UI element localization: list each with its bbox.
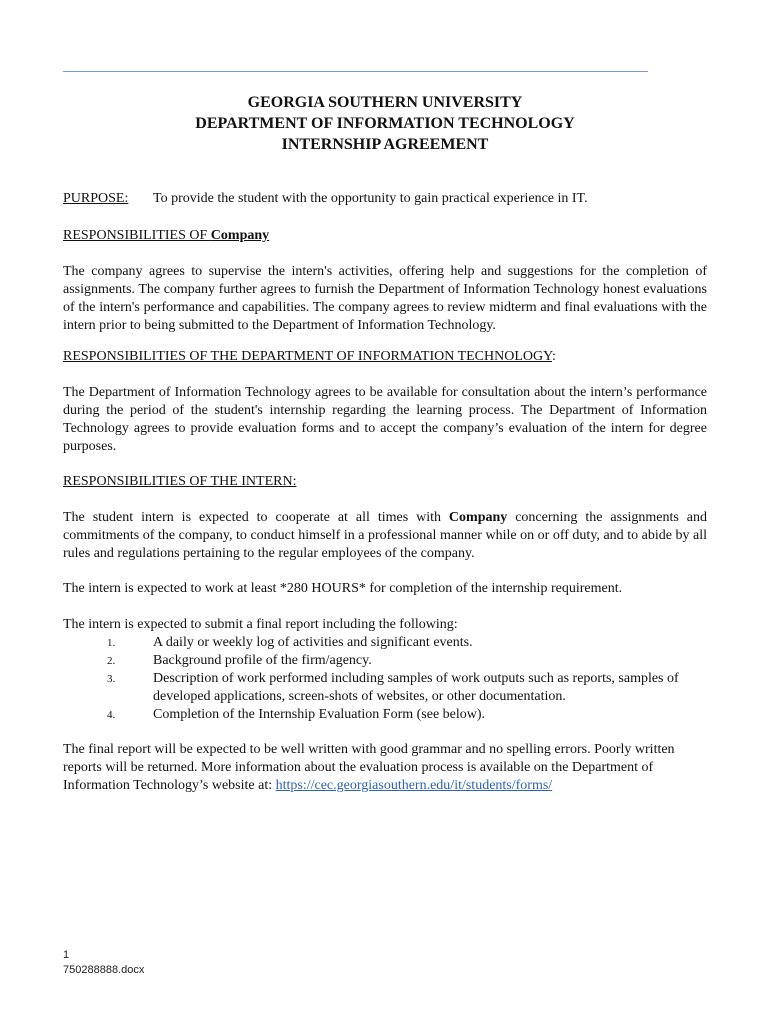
file-name: 750288888.docx (63, 964, 145, 976)
intern-section-heading (63, 473, 707, 491)
department-section-body: The Department of Information Technology agrees to be available for consultation about the intern’s performance during the period of the student's internship regarding the learning process. The Department of Information Technology agrees to provide evaluation forms and to accept the company’s evaluation of the intern for degree purposes. (63, 385, 707, 454)
university-name: GEORGIA SOUTHERN UNIVERSITY (247, 94, 523, 111)
list-item-number: 2. (107, 655, 116, 667)
document-title: INTERNSHIP AGREEMENT (281, 136, 489, 153)
closing-paragraph (63, 741, 707, 795)
company-section-body: The company agrees to supervise the intern's activities, offering help and suggestions for the completion of assignments. The company further agrees to furnish the Department of Information Technology honest evaluations of the intern's performance and capabilities. The company agrees to review midterm and final evaluations with the intern prior to being submitted to the Department of Information Technology. (63, 264, 707, 333)
purpose-text: To provide the student with the opportunity to gain practical experience in IT. (153, 191, 588, 206)
purpose-line (63, 190, 707, 208)
report-intro: The intern is expected to submit a final report including the following: (63, 617, 458, 632)
intern-body-bold: Company (448, 510, 508, 525)
list-item-number: 3. (107, 673, 116, 685)
company-heading-bold: Company (210, 228, 270, 243)
intern-body-before: The student intern is expected to cooperate at all times with (63, 510, 449, 525)
page-footer (63, 948, 144, 978)
intern-section-body (63, 509, 707, 563)
hours-requirement: The intern is expected to work at least *280 HOURS* for completion of the internship requirement. (63, 581, 623, 596)
purpose-label: PURPOSE: (63, 191, 129, 206)
header-rule (63, 71, 648, 72)
closing-text: The final report will be expected to be well written with good grammar and no spelling errors. Poorly written reports will be returned. More information about the evaluation process is available on the Department of Information Technology’s website at: (63, 742, 675, 793)
intern-heading-text: RESPONSIBILITIES OF THE INTERN: (63, 474, 297, 489)
list-item-text: Completion of the Internship Evaluation Form (see below). (153, 707, 486, 722)
list-item-number: 4. (107, 709, 116, 721)
forms-link[interactable]: https://cec.georgiasouthern.edu/it/students/forms/ (275, 778, 553, 793)
page-number: 1 (63, 949, 70, 961)
company-heading-prefix: RESPONSIBILITIES OF (63, 228, 211, 243)
department-section-heading (63, 348, 707, 366)
intern-body-after: concerning the assignments and commitments of the company, to conduct himself in a professional manner while on or off duty, and to abide by all rules and regulations pertaining to the regular employees of the company. (63, 510, 708, 561)
company-section-heading (63, 227, 707, 245)
department-heading-text: RESPONSIBILITIES OF THE DEPARTMENT OF INFORMATION TECHNOLOGY (63, 349, 552, 364)
department-heading-suffix: : (551, 349, 556, 364)
department-name: DEPARTMENT OF INFORMATION TECHNOLOGY (195, 115, 575, 132)
list-item-number: 1. (107, 637, 116, 649)
list-item-text: A daily or weekly log of activities and significant events. (153, 635, 473, 650)
list-item-text: Background profile of the firm/agency. (153, 653, 372, 668)
list-item-text: Description of work performed including samples of work outputs such as reports, samples of developed applications, screen-shots of websites, or other documentation. (153, 671, 679, 704)
document-heading (0, 92, 770, 155)
